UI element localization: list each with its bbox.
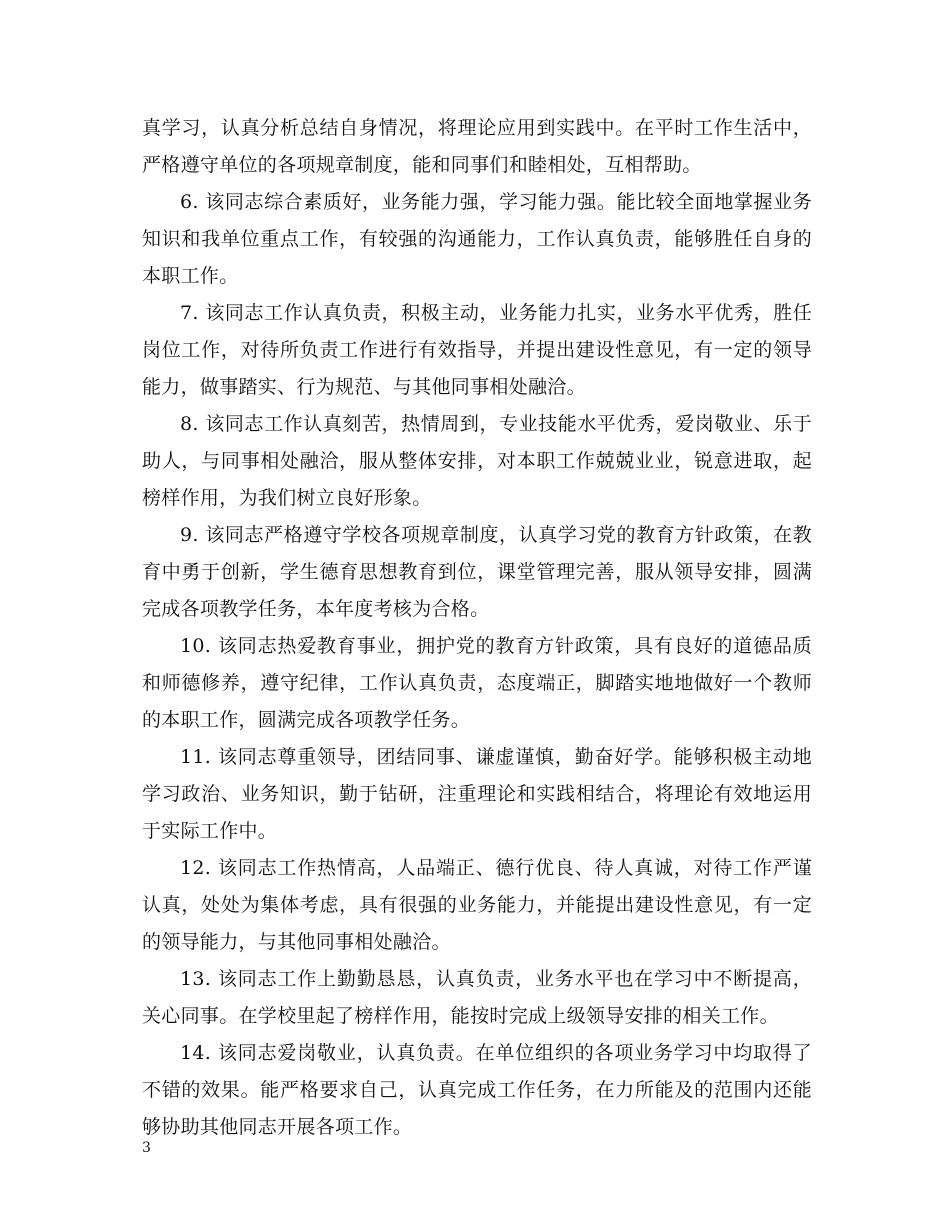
paragraph-continuation: 真学习，认真分析总结自身情况，将理论应用到实践中。在平时工作生活中，严格遵守单位的各项规章制度，能和同事们和睦相处，互相帮助。: [142, 117, 812, 176]
paragraph-item-10: 10. 该同志热爱教育事业，拥护党的教育方针政策，具有良好的道德品质和师德修养，遵守纪律，工作认真负责，态度端正，脚踏实地地做好一个教师的本职工作，圆满完成各项教学任务。: [142, 635, 812, 731]
paragraph-item-7: 7. 该同志工作认真负责，积极主动，业务能力扎实，业务水平优秀，胜任岗位工作，对待所负责工作进行有效指导，并提出建设性意见，有一定的领导能力，做事踏实、行为规范、与其他同事相处融洽。: [142, 302, 812, 398]
paragraph-item-8: 8. 该同志工作认真刻苦，热情周到，专业技能水平优秀，爱岗敬业、乐于助人，与同事相处融洽，服从整体安排，对本职工作兢兢业业，锐意进取，起榜样作用，为我们树立良好形象。: [142, 413, 812, 509]
paragraph-item-12: 12. 该同志工作热情高，人品端正、德行优良、待人真诚，对待工作严谨认真，处处为集体考虑，具有很强的业务能力，并能提出建设性意见，有一定的领导能力，与其他同事相处融洽。: [142, 857, 812, 953]
document-body: [142, 110, 812, 1146]
paragraph-item-9: 9. 该同志严格遵守学校各项规章制度，认真学习党的教育方针政策，在教育中勇于创新，学生德育思想教育到位，课堂管理完善，服从领导安排，圆满完成各项教学任务，本年度考核为合格。: [142, 524, 812, 620]
paragraph-item-14: 14. 该同志爱岗敬业，认真负责。在单位组织的各项业务学习中均取得了不错的效果。能严格要求自己，认真完成工作任务，在力所能及的范围内还能够协助其他同志开展各项工作。: [142, 1042, 812, 1138]
paragraph-item-13: 13. 该同志工作上勤勤恳恳，认真负责，业务水平也在学习中不断提高，关心同事。在学校里起了榜样作用，能按时完成上级领导安排的相关工作。: [142, 968, 812, 1027]
paragraph-item-6: 6. 该同志综合素质好，业务能力强，学习能力强。能比较全面地掌握业务知识和我单位重点工作，有较强的沟通能力，工作认真负责，能够胜任自身的本职工作。: [142, 191, 812, 287]
page-number: 3: [142, 1140, 151, 1156]
paragraph-item-11: 11. 该同志尊重领导，团结同事、谦虚谨慎，勤奋好学。能够积极主动地学习政治、业务知识，勤于钻研，注重理论和实践相结合，将理论有效地运用于实际工作中。: [142, 746, 812, 842]
